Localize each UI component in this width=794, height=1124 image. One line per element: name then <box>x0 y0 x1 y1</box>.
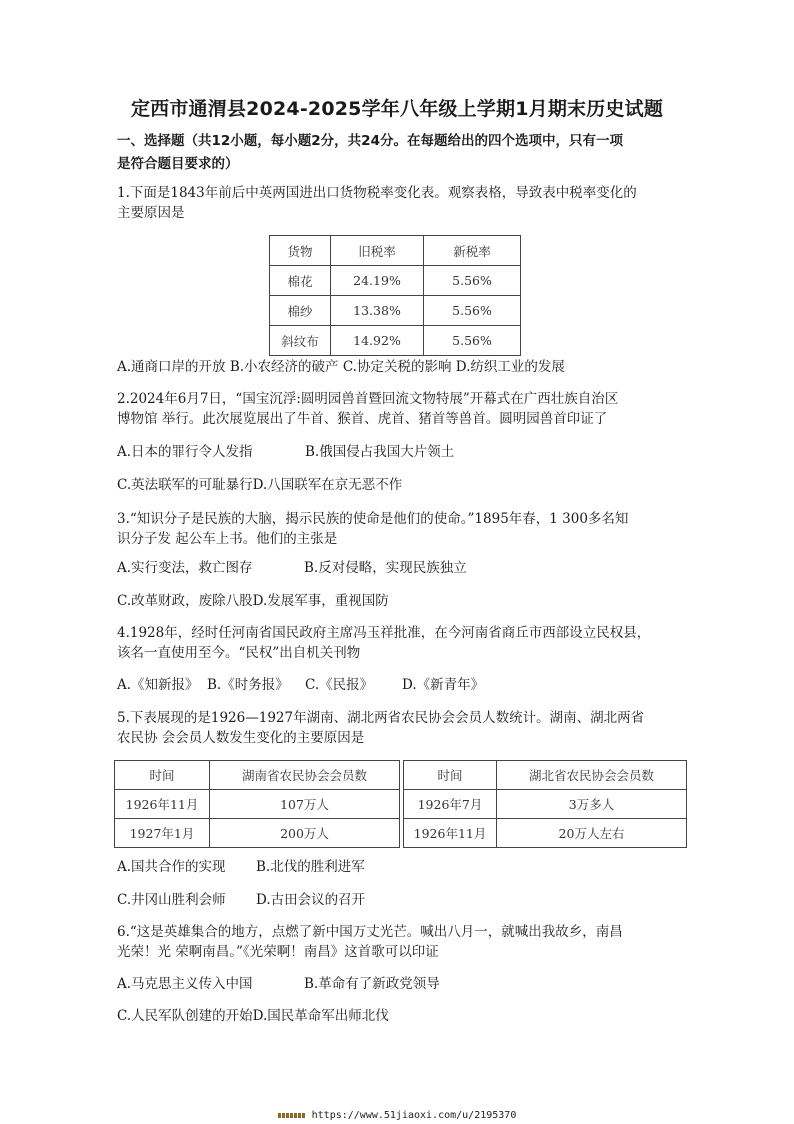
section-heading <box>117 130 682 176</box>
table-cell: 5.56% <box>424 296 521 326</box>
q3-stem-2: 识分子发 起公车上书。他们的主张是 <box>117 531 338 547</box>
q3-option-b: B.反对侵略，实现民族独立 <box>304 560 467 576</box>
table-cell: 1927年1月 <box>115 819 210 848</box>
footer-url[interactable]: https://www.51jiaoxi.com/u/2195370 <box>311 1110 517 1121</box>
table-header-row <box>115 761 687 790</box>
table-header-cell: 旧税率 <box>331 236 424 266</box>
q1-tariff-table <box>269 235 521 356</box>
q5-option-d: D.古田会议的召开 <box>256 892 366 908</box>
q3-options-row-1 <box>117 558 697 578</box>
q4-option-b: B.《时务报》 <box>207 677 289 693</box>
table-header-cell: 湖北省农民协会会员数 <box>497 761 687 790</box>
table-header-cell: 湖南省农民协会会员数 <box>210 761 400 790</box>
table-cell: 24.19% <box>331 266 424 296</box>
table-cell: 107万人 <box>210 790 400 819</box>
q2-option-a: A.日本的罪行令人发指 <box>117 444 253 460</box>
q3-stem-1: 3.“知识分子是民族的大脑，揭示民族的使命是他们的使命。”1895年春，1 300多名知 <box>117 511 629 527</box>
q2-options-row-1 <box>117 442 697 462</box>
q6-stem-2: 光荣！光 荣啊南昌。”《光荣啊！南昌》这首歌可以印证 <box>117 944 439 960</box>
table-cell: 3万多人 <box>497 790 687 819</box>
page-title: 定西市通渭县2024-2025学年八年级上学期1月期末历史试题 <box>130 98 664 120</box>
q6-option-b: B.革命有了新政党领导 <box>304 976 440 992</box>
q6-options-row-2: C.人民军队创建的开始D.国民革命军出师北伐 <box>117 1008 389 1024</box>
section-heading-line-1: 一、选择题（共12小题，每小题2分，共24分。在每题给出的四个选项中，只有一项 <box>117 133 623 149</box>
q4-option-d: D.《新青年》 <box>402 677 485 693</box>
table-cell: 14.92% <box>331 326 424 356</box>
q4-option-c: C.《民报》 <box>305 677 374 693</box>
table-cell: 5.56% <box>424 326 521 356</box>
q4-options <box>117 675 697 695</box>
table-row <box>270 296 521 326</box>
table-cell: 棉花 <box>270 266 331 296</box>
table-row <box>270 266 521 296</box>
table-cell: 1926年11月 <box>404 819 497 848</box>
q1-stem-2: 主要原因是 <box>117 205 185 221</box>
table-row <box>115 790 687 819</box>
footer-watermark <box>0 1110 794 1121</box>
table-cell: 5.56% <box>424 266 521 296</box>
q5-stem-2: 农民协 会会员人数发生变化的主要原因是 <box>117 730 365 746</box>
table-cell: 1926年7月 <box>404 790 497 819</box>
table-cell: 斜纹布 <box>270 326 331 356</box>
q1-stem-1: 1.下面是1843年前后中英两国进出口货物税率变化表。观察表格，导致表中税率变化的 <box>117 185 637 201</box>
q5-option-b: B.北伐的胜利进军 <box>256 859 365 875</box>
q5-option-a: A.国共合作的实现 <box>117 859 226 875</box>
q5-stem-1: 5.下表展现的是1926—1927年湖南、湖北两省农民协会会员人数统计。湖南、湖北两省 <box>117 710 645 726</box>
q4-stem-2: 该名一直使用至今。“民权”出自机关刊物 <box>117 645 361 661</box>
table-cell: 棉纱 <box>270 296 331 326</box>
q4-stem-1: 4.1928年，经时任河南省国民政府主席冯玉祥批准，在今河南省商丘市西部设立民权县， <box>117 625 651 641</box>
table-cell: 20万人左右 <box>497 819 687 848</box>
q5-options-row-2 <box>117 890 697 910</box>
q6-stem-1: 6.“这是英雄集合的地方，点燃了新中国万丈光芒。喊出八月一，就喊出我故乡，南昌 <box>117 924 623 940</box>
table-header-cell: 时间 <box>404 761 497 790</box>
table-header-cell: 时间 <box>115 761 210 790</box>
q2-option-b: B.俄国侵占我国大片领土 <box>305 444 455 460</box>
q5-option-c: C.井冈山胜利会师 <box>117 892 226 908</box>
table-header-cell: 新税率 <box>424 236 521 266</box>
table-header-row <box>270 236 521 266</box>
table-header-cell: 货物 <box>270 236 331 266</box>
q4-option-a: A.《知新报》 <box>117 677 199 693</box>
site-logo-icon <box>278 1113 306 1118</box>
q6-options-row-1 <box>117 974 697 994</box>
q3-options-row-2: C.改革财政，废除八股D.发展军事，重视国防 <box>117 593 389 609</box>
q6-option-a: A.马克思主义传入中国 <box>117 976 253 992</box>
q2-options-row-2: C.英法联军的可耻暴行D.八国联军在京无恶不作 <box>117 477 403 493</box>
q2-stem-1: 2.2024年6月7日，“国宝沉浮:圆明园兽首暨回流文物特展”开幕式在广西壮族自治区 <box>117 391 619 407</box>
table-cell: 1926年11月 <box>115 790 210 819</box>
q5-farmers-association-table <box>114 760 687 848</box>
table-cell: 200万人 <box>210 819 400 848</box>
q1-options: A.通商口岸的开放 B.小农经济的破产 C.协定关税的影响 D.纺织工业的发展 <box>117 359 565 375</box>
q2-stem-2: 博物馆 举行。此次展览展出了牛首、猴首、虎首、猪首等兽首。圆明园兽首印证了 <box>117 411 608 427</box>
section-heading-line-2: 是符合题目要求的） <box>117 156 239 172</box>
q5-options-row-1 <box>117 857 697 877</box>
table-cell: 13.38% <box>331 296 424 326</box>
table-row <box>115 819 687 848</box>
table-row <box>270 326 521 356</box>
q3-option-a: A.实行变法，救亡图存 <box>117 560 253 576</box>
